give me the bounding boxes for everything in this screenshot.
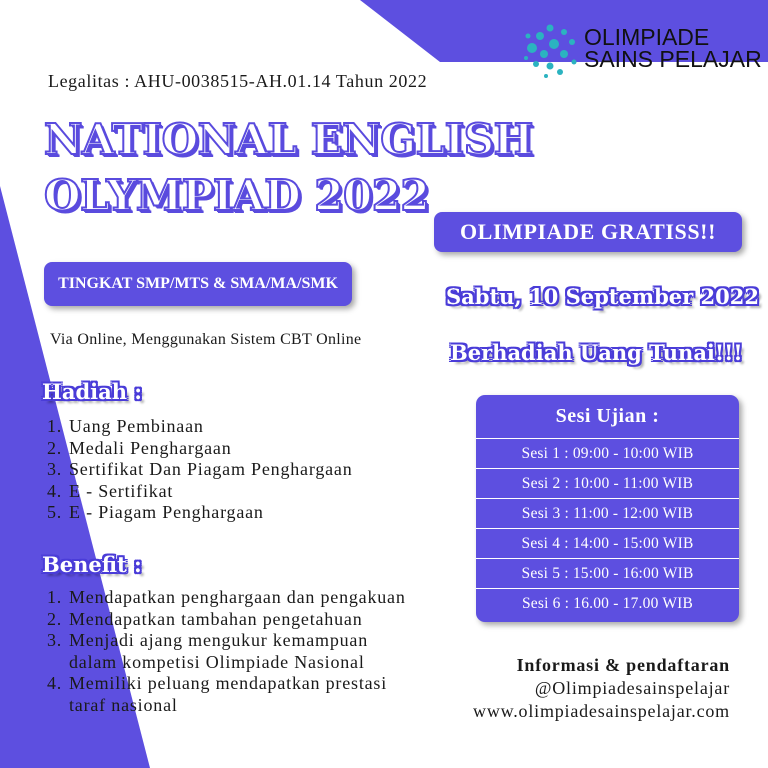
cash-prize-note: Berhadiah Uang Tunai!!! xyxy=(450,340,743,365)
session-row: Sesi 1 : 09:00 - 10:00 WIB xyxy=(476,438,739,468)
benefit-heading: Benefit : xyxy=(42,552,142,577)
title-line-2: OLYMPIAD 2022 xyxy=(44,171,430,220)
session-row: Sesi 5 : 15:00 - 16:00 WIB xyxy=(476,558,739,588)
list-text-continued: taraf nasional xyxy=(69,694,178,715)
list-item xyxy=(47,481,353,503)
benefit-list xyxy=(47,587,406,716)
list-text: Mendapatkan tambahan pengetahuan xyxy=(69,608,363,629)
page-title xyxy=(44,112,533,224)
session-schedule-title: Sesi Ujian : xyxy=(555,405,660,427)
list-text: Mendapatkan penghargaan dan pengakuan xyxy=(69,587,406,607)
legal-registration: Legalitas : AHU-0038515-AH.01.14 Tahun 2022 xyxy=(48,71,428,91)
event-date: Sabtu, 10 September 2022 xyxy=(446,284,759,309)
list-item xyxy=(47,587,406,609)
list-item xyxy=(47,502,353,524)
instagram-handle: @Olimpiadesainspelajar xyxy=(534,678,730,698)
session-row: Sesi 2 : 10:00 - 11:00 WIB xyxy=(476,468,739,498)
list-text: Sertifikat Dan Piagam Penghargaan xyxy=(69,459,353,479)
list-number: 1. xyxy=(47,587,63,607)
session-row: Sesi 3 : 11:00 - 12:00 WIB xyxy=(476,498,739,528)
list-number: 2. xyxy=(47,608,63,629)
logo-line-1: OLIMPIADE xyxy=(584,24,710,50)
session-row: Sesi 6 : 16.00 - 17.00 WIB xyxy=(476,588,739,618)
list-text: E - Sertifikat xyxy=(69,480,174,501)
prize-list xyxy=(47,416,353,524)
prize-heading: Hadiah : xyxy=(42,379,143,404)
list-text: Medali Penghargaan xyxy=(69,437,232,458)
list-number: 4. xyxy=(47,673,63,693)
free-olympiad-badge: OLIMPIADE GRATISS!! xyxy=(434,212,742,252)
session-row: Sesi 4 : 14:00 - 15:00 WIB xyxy=(476,528,739,558)
list-number: 3. xyxy=(47,459,63,479)
list-number: 4. xyxy=(47,480,63,501)
contact-heading: Informasi & pendaftaran xyxy=(516,655,730,675)
contact-info xyxy=(473,654,730,723)
session-schedule-box xyxy=(476,395,739,622)
list-item xyxy=(47,630,406,673)
title-line-1: NATIONAL ENGLISH xyxy=(44,115,533,164)
list-number: 1. xyxy=(47,416,63,436)
session-list xyxy=(476,438,739,618)
brand-logo xyxy=(520,18,760,82)
exam-mode-text: Via Online, Menggunakan Sistem CBT Online xyxy=(50,331,362,348)
list-text: Memiliki peluang mendapatkan prestasi xyxy=(69,673,388,693)
molecule-dots-icon xyxy=(520,18,584,82)
list-number: 5. xyxy=(47,502,63,522)
website-url: www.olimpiadesainspelajar.com xyxy=(473,701,730,721)
list-item xyxy=(47,673,406,716)
list-item xyxy=(47,438,353,460)
list-text: E - Piagam Penghargaan xyxy=(69,502,264,522)
list-number: 3. xyxy=(47,630,63,650)
list-text: Menjadi ajang mengukur kemampuan xyxy=(69,630,369,650)
logo-line-2: SAINS PELAJAR xyxy=(584,46,762,72)
list-number: 2. xyxy=(47,437,63,458)
list-item xyxy=(47,609,406,631)
list-text-continued: dalam kompetisi Olimpiade Nasional xyxy=(69,651,365,672)
logo-wordmark xyxy=(584,26,762,70)
list-item xyxy=(47,416,353,438)
level-badge: TINGKAT SMP/MTS & SMA/MA/SMK xyxy=(44,262,352,306)
list-item xyxy=(47,459,353,481)
list-text: Uang Pembinaan xyxy=(69,416,204,436)
